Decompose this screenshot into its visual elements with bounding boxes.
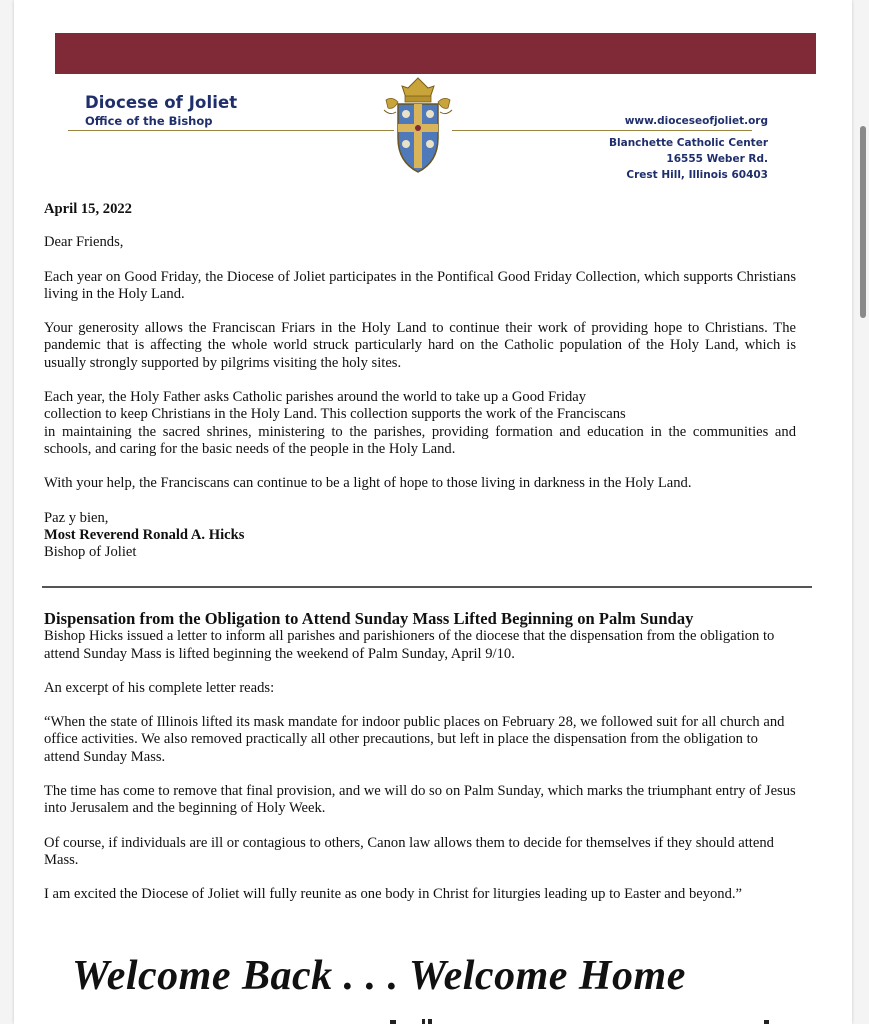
dispensation-article: [44, 610, 796, 921]
letterhead-rule-left: [68, 130, 394, 131]
address-line: 16555 Weber Rd.: [666, 153, 768, 165]
article-intro: Bishop Hicks issued a letter to inform all parishes and parishioners of the diocese that the dispensation from the obligation to attend Sunday Mass is lifted beginning the weekend of Palm Sunday, April 9/10.: [44, 628, 775, 662]
letter-line: in maintaining the sacred shrines, ministering to the parishes, providing formation and education in the communities and schools, and caring for the basic needs of the people in the Holy Land.: [44, 423, 796, 457]
bishop-letter: [44, 201, 796, 561]
address-line: Crest Hill, Illinois 60403: [626, 169, 768, 181]
address-block: [609, 135, 768, 183]
quote-paragraph: Of course, if individuals are ill or contagious to others, Canon law allows them to decide for themselves if they should attend Mass.: [44, 834, 774, 868]
cropped-text-fragments: [360, 1018, 800, 1024]
salutation: Dear Friends,: [44, 234, 124, 251]
quote-paragraph: I am excited the Diocese of Joliet will fully reunite as one body in Christ for liturgies leading up to Easter and beyond.”: [44, 886, 743, 903]
letter-paragraph: With your help, the Franciscans can continue to be a light of hope to those living in darkness in the Holy Land.: [44, 475, 692, 492]
article-heading: Dispensation from the Obligation to Attend Sunday Mass Lifted Beginning on Palm Sunday: [44, 609, 694, 628]
quote-paragraph: The time has come to remove that final provision, and we will do so on Palm Sunday, which marks the triumphant entry of Jesus into Jerusalem and the beginning of Holy Week.: [44, 783, 796, 817]
quote-paragraph: “When the state of Illinois lifted its mask mandate for indoor public places on February 28, we followed suit for all church and office activities. We also removed practically all other precautions, but left in place the dispensation from the obligation to attend Sunday Mass.: [44, 714, 785, 765]
coat-of-arms-icon: [378, 76, 458, 176]
office-name: Office of the Bishop: [85, 114, 213, 128]
welcome-banner: Welcome Back . . . Welcome Home: [72, 953, 686, 999]
closing: Paz y bien,: [44, 509, 109, 526]
letter-paragraph: [44, 389, 796, 458]
signer-title: Bishop of Joliet: [44, 544, 137, 561]
letter-line: Each year, the Holy Father asks Catholic parishes around the world to take up a Good Friday: [44, 389, 587, 406]
excerpt-label: An excerpt of his complete letter reads:: [44, 679, 275, 696]
section-divider: [42, 586, 812, 588]
letter-line: collection to keep Christians in the Holy Land. This collection supports the work of the Franciscans: [44, 406, 626, 423]
letter-paragraph: Each year on Good Friday, the Diocese of Joliet participates in the Pontifical Good Friday Collection, which supports Christians living in the Holy Land.: [44, 268, 796, 302]
letter-paragraph: Your generosity allows the Franciscan Friars in the Holy Land to continue their work of providing hope to Christians. The pandemic that is affecting the whole world struck particularly hard on the Catholic population of the Holy Land, which is usually strongly supported by pilgrims visiting the holy sites.: [44, 320, 796, 371]
letterhead-rule-right: [452, 130, 752, 131]
letter-date: April 15, 2022: [44, 201, 132, 217]
diocese-name: Diocese of Joliet: [85, 93, 238, 112]
scrollbar-thumb[interactable]: [860, 126, 866, 318]
scrollbar[interactable]: [855, 0, 869, 1024]
letterhead-bar: [55, 33, 816, 74]
signer-name: Most Reverend Ronald A. Hicks: [44, 526, 245, 543]
address-line: Blanchette Catholic Center: [609, 137, 768, 149]
website-link[interactable]: www.dioceseofjoliet.org: [624, 115, 768, 127]
